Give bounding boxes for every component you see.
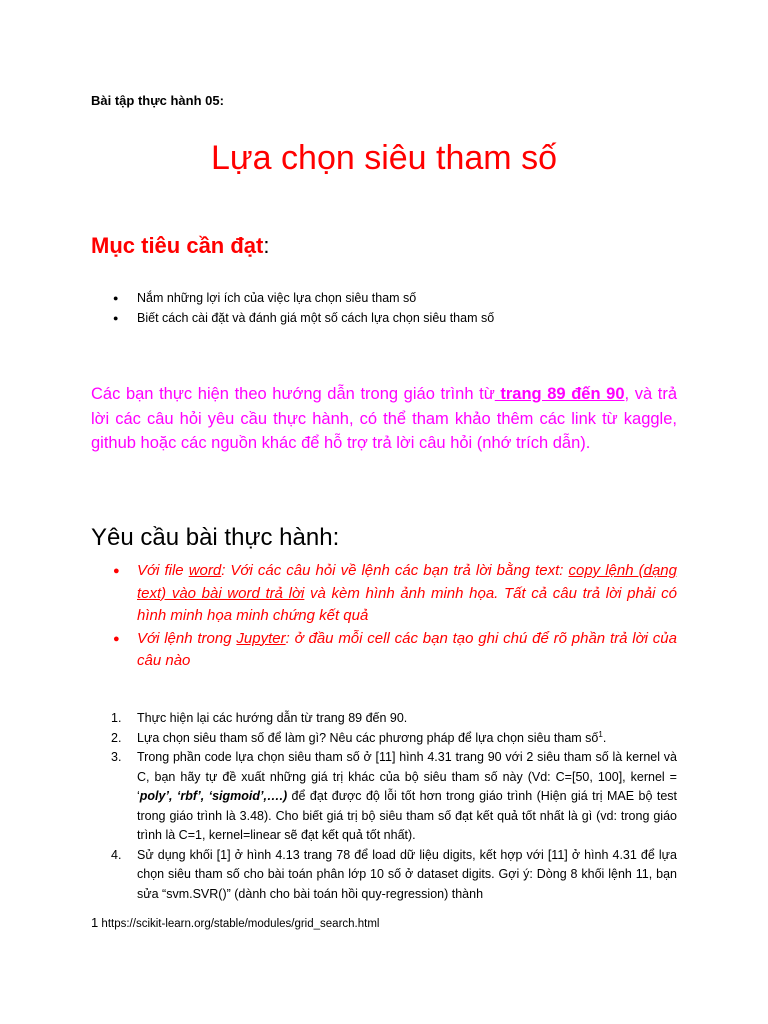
task-item (91, 846, 677, 905)
req-text: Với file (137, 562, 189, 579)
requirements-heading: Yêu cầu bài thực hành: (91, 524, 340, 551)
task-item (91, 709, 677, 729)
goal-list (91, 289, 691, 329)
requirement-item-word (91, 560, 677, 628)
req-text: và kèm hình ảnh minh họa. Tất cả câu trả lời phải có hình minh họa minh chứng kết quả (137, 584, 677, 624)
task-number: 2. (111, 730, 122, 745)
goal-item: ● Nắm những lợi ích của việc lựa chọn siêu tham số (91, 289, 691, 309)
footnote-link[interactable]: https://scikit-learn.org/stable/modules/grid_search.html (98, 918, 380, 930)
req-underlined-text: copy lệnh (dạng text) vào bài word trả lời (137, 562, 677, 602)
task-text: Trong phần code lựa chọn siêu tham số ở [11] hình 4.31 trang 90 với 2 siêu tham số là kernel và C, bạn hãy tự đề xuất những giá trị khác của bộ siêu tham số này (Vd: C=[50, 100], kernel = ‘ (137, 750, 677, 803)
page-title: Lựa chọn siêu tham số (211, 139, 557, 177)
task-number: 3. (111, 750, 122, 764)
exercise-label: Bài tập thực hành 05: (91, 93, 224, 108)
task-text-end: . (602, 730, 607, 745)
goal-heading (91, 233, 269, 259)
req-text: : Với các câu hỏi về lệnh các bạn trả lời bằng text: (221, 562, 569, 579)
page-reference: trang 89 đến 90 (494, 385, 625, 403)
task-item (91, 748, 677, 846)
task-text: Sử dụng khối [1] ở hình 4.13 trang 78 để load dữ liệu digits, kết hợp với [11] ở hình 4.31 để lựa chọn siêu tham số cho bài toán phân lớp 10 số ở dataset digits. Gợi ý: Dòng 8 khối lệnh 11, bạn sửa “svm.SVR()” (dành cho bài toán hồi quy-regression) thành (137, 847, 677, 901)
task-number: 4. (111, 847, 122, 862)
requirement-item-jupyter (91, 628, 677, 673)
req-text: : ở đầu mỗi cell các bạn tạo ghi chú để rõ phần trả lời của câu nào (137, 629, 677, 669)
goal-heading-colon: : (263, 233, 270, 258)
requirements-list (91, 560, 677, 673)
footnote (91, 915, 379, 930)
kernel-values: poly’, ‘rbf’, ‘sigmoid’,….) (139, 789, 288, 803)
task-list (91, 709, 677, 904)
intro-text-start: Các bạn thực hiện theo hướng dẫn trong giáo trình từ (91, 385, 495, 403)
task-number: 1. (111, 711, 122, 725)
footnote-number: 1 (91, 915, 99, 930)
task-text: Thực hiện lại các hướng dẫn từ trang 89 đến 90. (137, 711, 408, 725)
req-text: Với lệnh trong (137, 629, 237, 647)
footnote-marker: 1 (598, 729, 603, 739)
intro-text-end: , và trả lời các câu hỏi yêu cầu thực hành, có thể tham khảo thêm các link từ kaggle, github hoặc các nguồn khác để hỗ trợ trả lời câu hỏi (nhớ trích dẫn). (91, 385, 677, 452)
req-jupyter-term: Jupyter (236, 629, 286, 647)
task-text: Lựa chọn siêu tham số để làm gì? Nêu các phương pháp để lựa chọn siêu tham số (137, 730, 599, 745)
goal-item: ● Biết cách cài đặt và đánh giá một số cách lựa chọn siêu tham số (91, 309, 691, 329)
goal-heading-text: Mục tiêu cần đạt (91, 233, 264, 258)
task-text: để đạt được độ lỗi tốt hơn trong giáo trình (Hiện giá trị MAE bộ test trong giáo trình là 3.48). Cho biết giá trị bộ siêu tham số đạt kết quả tốt nhất là gì (vd: trong giáo trình là C=1, kernel=linear sẽ đạt kết quả tốt nhất). (137, 789, 677, 842)
task-item (91, 729, 677, 749)
req-word-term: word (188, 562, 222, 579)
intro-paragraph (91, 382, 677, 456)
